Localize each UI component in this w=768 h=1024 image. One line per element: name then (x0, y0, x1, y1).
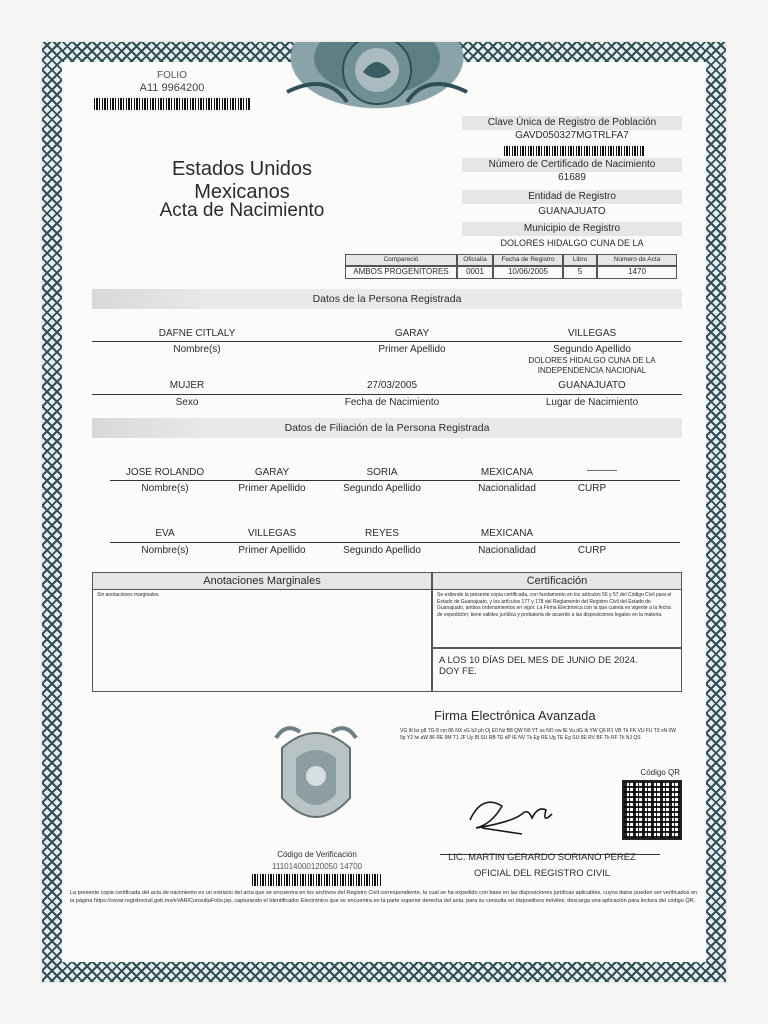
madre-primer-apellido: VILLEGAS (247, 528, 297, 539)
section-filiacion: Datos de Filiación de la Persona Registrada (92, 418, 682, 438)
divider (110, 542, 680, 543)
official-title: OFICIAL DEL REGISTRO CIVIL (473, 868, 611, 879)
document-heading: Acta de Nacimiento (159, 200, 325, 221)
padre-segundo-apellido: SORIA (366, 467, 398, 478)
label-padre-nacionalidad: Nacionalidad (478, 483, 536, 494)
entidad-value: GUANAJUATO (538, 206, 606, 217)
table-value-numero-acta: 1470 (597, 266, 677, 279)
curp-barcode (504, 146, 644, 156)
label-nombre: Nombre(s) (173, 344, 221, 355)
country-heading: Estados Unidos Mexicanos (171, 158, 313, 203)
label-padre-primer: Primer Apellido (238, 483, 306, 494)
firma-title: Firma Electrónica Avanzada (434, 708, 596, 723)
label-madre-nombre: Nombre(s) (141, 545, 189, 556)
label-padre-segundo: Segundo Apellido (343, 483, 421, 494)
verificacion-barcode (252, 874, 382, 886)
anotaciones-box (92, 572, 432, 692)
table-value-oficialia: 0001 (457, 266, 493, 279)
padre-nacionalidad: MEXICANA (480, 467, 534, 478)
folio-barcode (94, 98, 250, 110)
label-padre-nombre: Nombre(s) (141, 483, 189, 494)
certificacion-fecha: A LOS 10 DÍAS DEL MES DE JUNIO DE 2024. (439, 655, 638, 666)
certificacion-body: Se extiende la presente copia certificada, con fundamento en los artículos 56 y 57 del Código Civil para el Estado de Guanajuato, y los artículos 177 y 178 del Reglamento del Registro Civil del Estado de Guanajuato, ambos ordenamientos en vigor. La Firma Electrónica con la que cuenta es vigente a la fecha de expedición; tiene validez jurídica y probatoria de acuerdo a las disposiciones legales en la materia. (437, 592, 672, 618)
table-header-fecha-registro: Fecha de Registro (493, 254, 563, 266)
persona-municipio-nacimiento: DOLORES HIDALGO CUNA DE LA INDEPENDENCIA NACIONAL (528, 356, 656, 375)
certificado-number: 61689 (558, 172, 586, 183)
divider (110, 480, 680, 481)
label-madre-nacionalidad: Nacionalidad (478, 545, 536, 556)
label-segundo-apellido: Segundo Apellido (553, 344, 631, 355)
table-value-comparecio: AMBOS PROGENITORES (345, 266, 457, 279)
certificacion-doy-fe: DOY FE. (439, 666, 477, 677)
qr-code (622, 780, 682, 840)
anotaciones-body: Sin anotaciones marginales (97, 592, 159, 598)
official-signature (462, 784, 562, 844)
decorative-border-bottom (42, 962, 726, 982)
curp-title: Clave Única de Registro de Población (462, 116, 682, 130)
table-value-fecha-registro: 10/06/2005 (493, 266, 563, 279)
label-padre-curp: CURP (577, 483, 607, 494)
padre-primer-apellido: GARAY (254, 467, 290, 478)
label-lugar-nacimiento: Lugar de Nacimiento (545, 397, 639, 408)
verificacion-code: 111014000120050 14700 (271, 862, 363, 871)
table-header-libro: Libro (563, 254, 597, 266)
national-shield-emblem (267, 42, 487, 122)
label-madre-segundo: Segundo Apellido (343, 545, 421, 556)
folio-label: FOLIO (156, 70, 187, 81)
certificacion-fecha-box (432, 648, 682, 692)
persona-sexo: MUJER (169, 380, 205, 391)
document-body (62, 62, 706, 962)
persona-segundo-apellido: VILLEGAS (567, 328, 617, 339)
verificacion-label: Código de Verificación (277, 850, 357, 859)
municipio-value: DOLORES HIDALGO CUNA DE LA (500, 238, 644, 248)
decorative-border-right (706, 42, 726, 982)
persona-fecha-nacimiento: 27/03/2005 (366, 380, 418, 391)
official-name: LIC. MARTIN GERARDO SORIANO PEREZ (448, 852, 636, 863)
madre-segundo-apellido: REYES (365, 528, 399, 539)
certificado-title: Número de Certificado de Nacimiento (462, 158, 682, 172)
madre-nacionalidad: MEXICANA (480, 528, 534, 539)
label-madre-curp: CURP (577, 545, 607, 556)
label-primer-apellido: Primer Apellido (378, 344, 446, 355)
qr-label: Código QR (640, 768, 680, 777)
madre-nombre: EVA (155, 528, 175, 539)
label-fecha-nacimiento: Fecha de Nacimiento (344, 397, 440, 408)
birth-certificate-document (42, 42, 726, 982)
folio-number: A11 9964200 (139, 82, 205, 94)
label-madre-primer: Primer Apellido (238, 545, 306, 556)
certificacion-box (432, 572, 682, 648)
anotaciones-title: Anotaciones Marginales (93, 573, 431, 590)
footer-disclaimer: La presente copia certificada del acta de nacimiento es un extracto del acta que se encuentra en los archivos del Registro Civil correspondiente, la cual se ha expedido con base en las disposiciones jurídicas aplicables, cuyos datos pueden ser verificados en la página https://cevar.registrocivil.gob.mx/eVAR/ConsultaFolio.jsp, capturando el Identificador Electrónico que se encuentra en la parte superior derecha del acta; para su consulta en dispositivos móviles, descarga una aplicación para lectura del código QR. (70, 890, 698, 904)
entidad-title: Entidad de Registro (462, 190, 682, 204)
table-header-comparecio: Compareció (345, 254, 457, 266)
table-header-oficialia: Oficialía (457, 254, 493, 266)
label-sexo: Sexo (175, 397, 199, 408)
persona-primer-apellido: GARAY (394, 328, 430, 339)
divider (92, 341, 682, 342)
table-header-numero-acta: Número de Acta (597, 254, 677, 266)
table-value-libro: 5 (563, 266, 597, 279)
persona-lugar-nacimiento: GUANAJUATO (558, 380, 626, 391)
certificacion-title: Certificación (433, 573, 681, 590)
decorative-border-left (42, 42, 62, 982)
padre-curp: ——— (587, 465, 617, 476)
municipio-title: Municipio de Registro (462, 222, 682, 236)
section-persona-registrada: Datos de la Persona Registrada (92, 289, 682, 309)
firma-electronic-code: VG 9t bz p8 TG 8 cm 86 NX xG b2 ph Oj E0 Nz B8 QW N0 YT os NO ow fE Vu dG Ik YW Q6 R1 VB Tk FK VU FU T3 xN 0W 5p Y2 lw aW 86 RE 9M T1 JF Uy Bl SU RB TE dP IE NV Tk Eg RE Ug TE Eg SU 5E RV BF Tk RF Tk NJ QS (400, 728, 677, 741)
padre-nombre: JOSE ROLANDO (125, 467, 205, 478)
persona-nombre: DAFNE CITLALY (158, 328, 236, 339)
state-coat-of-arms (272, 718, 360, 838)
curp-value: GAVD050327MGTRLFA7 (515, 130, 629, 141)
divider (92, 394, 682, 395)
